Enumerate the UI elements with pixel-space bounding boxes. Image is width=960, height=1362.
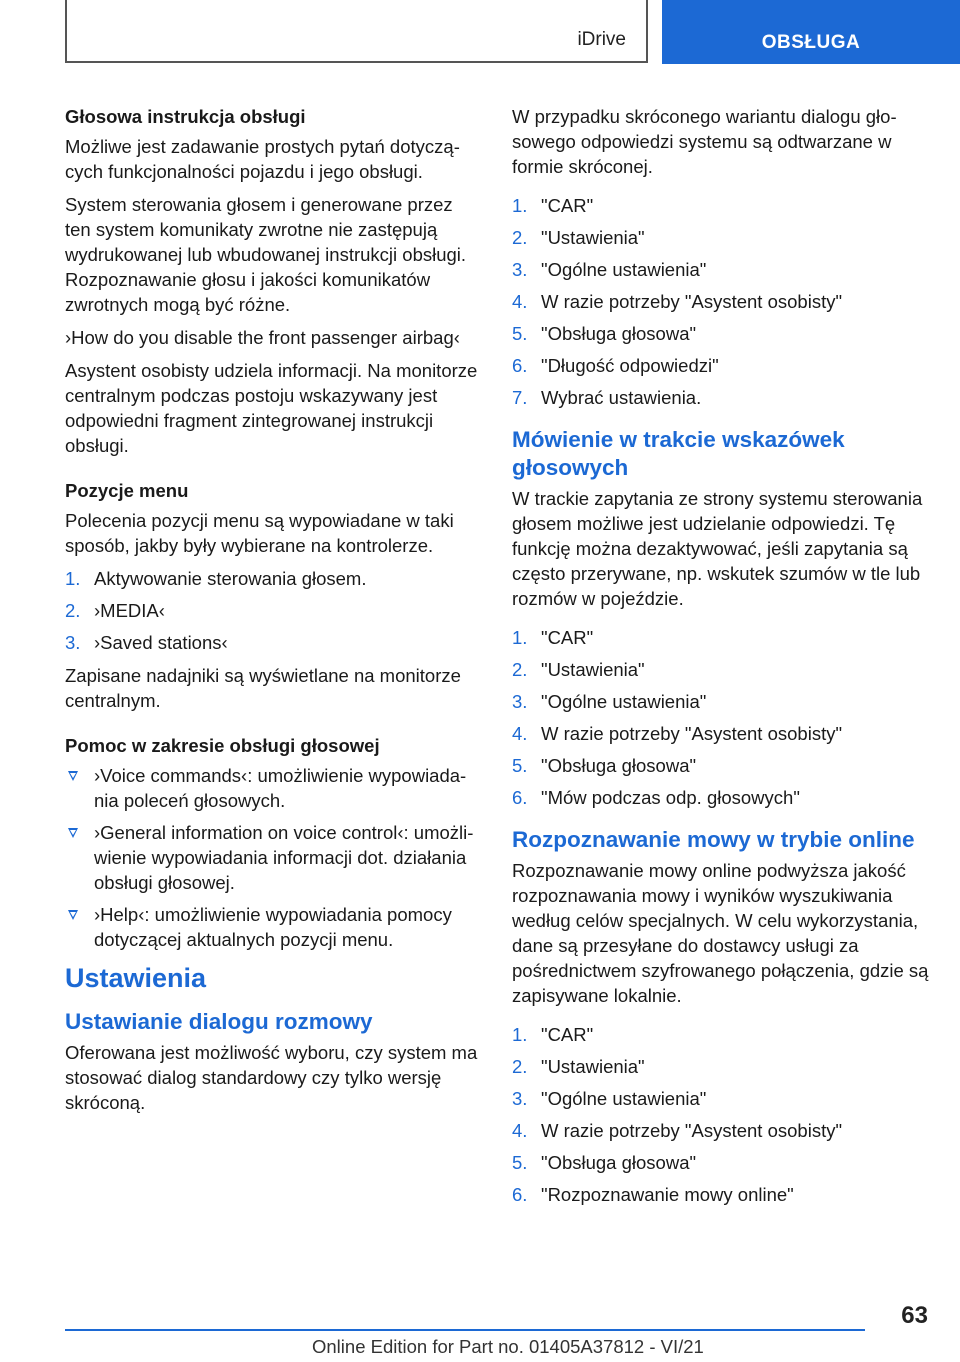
online-steps xyxy=(512,1022,932,1207)
list-item xyxy=(512,657,932,682)
step-text: "Ustawienia" xyxy=(541,659,645,680)
step-number: 1. xyxy=(512,627,528,648)
help-heading: Pomoc w zakresie obsługi głosowej xyxy=(65,735,380,756)
list-item xyxy=(512,1022,932,1047)
step-text: ›Saved stations‹ xyxy=(94,632,228,653)
chapter-tab[interactable] xyxy=(662,0,960,64)
step-text: "Rozpoznawanie mowy online" xyxy=(541,1184,794,1205)
step-number: 1. xyxy=(512,1024,528,1045)
step-number: 4. xyxy=(512,723,528,744)
list-item xyxy=(512,385,932,410)
step-number: 3. xyxy=(512,1088,528,1109)
footer-divider xyxy=(65,1329,865,1331)
manual-heading: Głosowa instrukcja obsługi xyxy=(65,106,306,127)
list-item xyxy=(512,785,932,810)
step-text: Aktywowanie sterowania głosem. xyxy=(94,568,367,589)
bullet-text: ›General information on voice control‹: umożliwienie wypowiadania informacji dot. działania obsługi głosowej. xyxy=(94,822,474,893)
step-number: 4. xyxy=(512,1120,528,1141)
step-number: 2. xyxy=(65,600,81,621)
dialog-heading: Ustawianie dialogu rozmowy xyxy=(65,1009,373,1034)
step-text: ›MEDIA‹ xyxy=(94,600,165,621)
list-item xyxy=(512,1150,932,1175)
step-number: 7. xyxy=(512,387,528,408)
list-item xyxy=(65,902,481,952)
manual-paragraph-4: Asystent osobisty udziela informacji. Na monitorze centralnym podczas postoju wskazywany jest odpowiedni fragment zintegrowanej instrukcji obsługi. xyxy=(65,360,478,456)
chapter-label: OBSŁUGA xyxy=(761,32,861,53)
step-number: 6. xyxy=(512,787,528,808)
step-text: "Obsługa głosowa" xyxy=(541,1152,697,1173)
step-number: 5. xyxy=(512,755,528,776)
triangle-bullet-icon xyxy=(68,771,78,781)
triangle-bullet-icon xyxy=(68,828,78,838)
list-item xyxy=(512,225,932,250)
step-text: "CAR" xyxy=(541,1024,594,1045)
step-text: W razie potrzeby "Asystent osobisty" xyxy=(541,1120,843,1141)
step-number: 6. xyxy=(512,355,528,376)
step-number: 2. xyxy=(512,227,528,248)
list-item xyxy=(512,1182,932,1207)
step-text: "Długość odpowiedzi" xyxy=(541,355,719,376)
online-paragraph-1: Rozpoznawanie mowy online podwyższa jakość rozpoznawania mowy i wyników wyszukiwania według celów specjalnych. W celu wykorzystania, dane są przesyłane do dostawcy usługi za pośrednictwem szyfrowanego połączenia, gdzie są zapisywane lokalnie. xyxy=(512,860,929,1006)
speak-paragraph-1: W trackie zapytania ze strony systemu sterowania głosem możliwe jest udzielanie odpowiedzi. Tę funkcję można dezaktywować, jeśli zapytania są często przerywane, np. wskutek szumów w tle lub rozmów w pojeździe. xyxy=(512,488,923,609)
list-item xyxy=(65,820,481,895)
speak-heading: Mówienie w trakcie wskazówek głosowych xyxy=(512,427,845,480)
list-item xyxy=(512,321,932,346)
page-number: 63 xyxy=(901,1302,928,1329)
step-text: "Obsługa głosowa" xyxy=(541,323,697,344)
step-text: W razie potrzeby "Asystent osobisty" xyxy=(541,723,843,744)
step-number: 2. xyxy=(512,659,528,680)
step-number: 4. xyxy=(512,291,528,312)
menu-steps xyxy=(65,566,481,655)
list-item xyxy=(512,1118,932,1143)
list-item xyxy=(512,193,932,218)
left-column xyxy=(65,104,481,1123)
header-box xyxy=(65,0,648,63)
menu-paragraph-1: Polecenia pozycji menu są wypowiadane w taki sposób, jakby były wybierane na kontrolerze. xyxy=(65,510,454,556)
online-heading: Rozpoznawanie mowy w trybie online xyxy=(512,827,915,852)
bullet-text: ›Voice commands‹: umożliwienie wypowiadania poleceń głosowych. xyxy=(94,765,467,811)
right-column xyxy=(512,104,932,1215)
list-item xyxy=(65,630,481,655)
triangle-bullet-icon xyxy=(68,910,78,920)
bullet-text: ›Help‹: umożliwienie wypowiadania pomocy dotyczącej aktualnych pozycji menu. xyxy=(94,904,452,950)
step-number: 1. xyxy=(65,568,81,589)
step-text: Wybrać ustawienia. xyxy=(541,387,702,408)
list-item xyxy=(512,289,932,314)
step-number: 5. xyxy=(512,1152,528,1173)
manual-paragraph-2: System sterowania głosem i generowane przez ten system komunikaty zwrotne nie zastępują wydrukowanej lub wbudowanej instrukcji obsługi. Rozpoznawanie głosu i jakości komunikatów zwrotnych mogą być różne. xyxy=(65,194,467,315)
help-bullets xyxy=(65,763,481,952)
dialog-paragraph-2: W przypadku skróconego wariantu dialogu głosowego odpowiedzi systemu są odtwarzane w formie skróconej. xyxy=(512,106,897,177)
step-text: "Ogólne ustawienia" xyxy=(541,259,707,280)
step-text: "CAR" xyxy=(541,195,594,216)
step-number: 3. xyxy=(65,632,81,653)
settings-heading: Ustawienia xyxy=(65,963,207,993)
step-text: "Obsługa głosowa" xyxy=(541,755,697,776)
manual-example-command: ›How do you disable the front passenger airbag‹ xyxy=(65,327,460,348)
list-item xyxy=(512,1086,932,1111)
footer-edition: Online Edition for Part no. 01405A37812 - VI/21 xyxy=(312,1336,704,1357)
list-item xyxy=(65,598,481,623)
speak-steps xyxy=(512,625,932,810)
step-text: "Ogólne ustawienia" xyxy=(541,691,707,712)
list-item xyxy=(512,1054,932,1079)
list-item xyxy=(512,625,932,650)
step-number: 6. xyxy=(512,1184,528,1205)
step-number: 3. xyxy=(512,259,528,280)
section-name: iDrive xyxy=(577,29,626,50)
list-item xyxy=(512,721,932,746)
step-number: 2. xyxy=(512,1056,528,1077)
list-item xyxy=(512,257,932,282)
list-item xyxy=(512,753,932,778)
step-text: W razie potrzeby "Asystent osobisty" xyxy=(541,291,843,312)
dialog-paragraph-1: Oferowana jest możliwość wyboru, czy system ma stosować dialog standardowy czy tylko wersję skróconą. xyxy=(65,1042,478,1113)
menu-paragraph-2: Zapisane nadajniki są wyświetlane na monitorze centralnym. xyxy=(65,665,461,711)
step-text: "Ogólne ustawienia" xyxy=(541,1088,707,1109)
step-number: 5. xyxy=(512,323,528,344)
step-number: 1. xyxy=(512,195,528,216)
step-text: "Mów podczas odp. głosowych" xyxy=(541,787,800,808)
step-text: "CAR" xyxy=(541,627,594,648)
list-item xyxy=(512,689,932,714)
manual-paragraph-1: Możliwe jest zadawanie prostych pytań dotyczących funkcjonalności pojazdu i jego obsługi. xyxy=(65,136,460,182)
list-item xyxy=(65,566,481,591)
list-item xyxy=(65,763,481,813)
list-item xyxy=(512,353,932,378)
step-text: "Ustawienia" xyxy=(541,1056,645,1077)
menu-heading: Pozycje menu xyxy=(65,480,189,501)
dialog-steps xyxy=(512,193,932,410)
step-text: "Ustawienia" xyxy=(541,227,645,248)
step-number: 3. xyxy=(512,691,528,712)
